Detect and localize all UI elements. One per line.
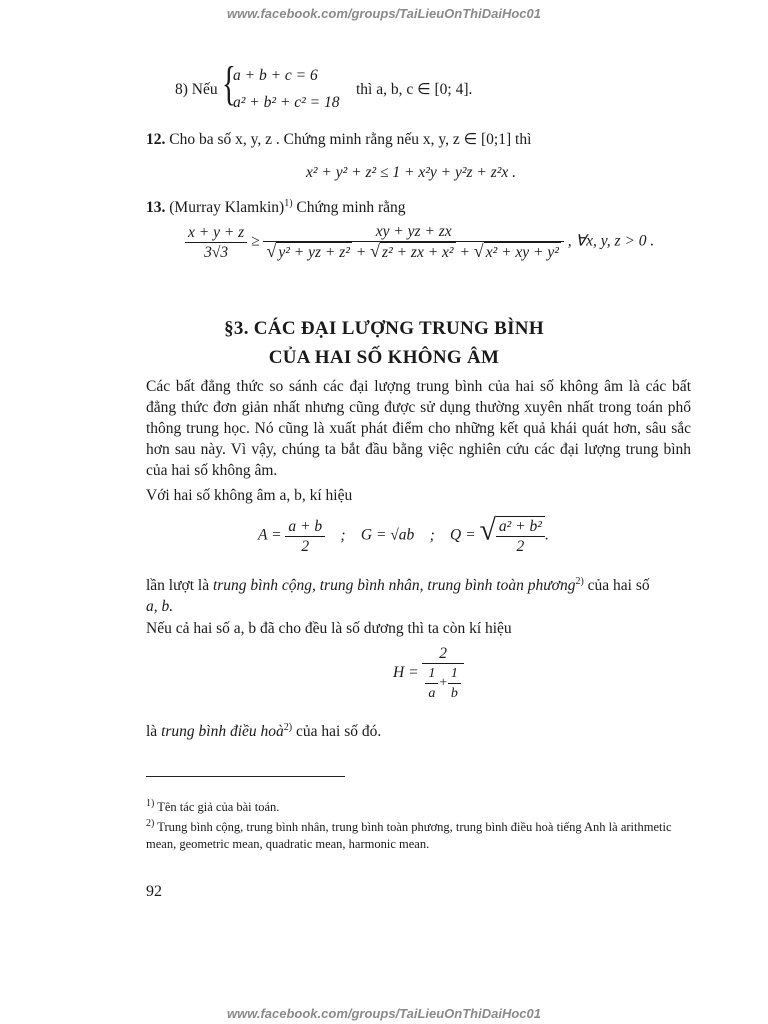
harmonic-mean-formula: H = 2 $\frac{1}{a}$ + $\frac{1}{b}$ xyxy=(393,644,464,703)
item8-brace: { xyxy=(222,57,236,110)
problem-12-text: Cho ba số x, y, z . Chứng minh rằng nếu x, y, z ∈ [0;1] thì xyxy=(169,131,532,148)
geq-sign: ≥ xyxy=(251,232,260,250)
problem-12 xyxy=(146,130,531,150)
footnote-1: $^{1)}$ Tên tác giả của bài toán. xyxy=(146,798,280,815)
footnote-2: $^{2)}$ Trung bình cộng, trung bình nhân, trung bình toàn phương, trung bình điều hoà tiếng Anh là arithmetic mean, geometric mean, quadratic mean, harmonic mean. xyxy=(146,818,672,852)
problem-13-formula xyxy=(185,222,654,262)
problem-12-number: 12. xyxy=(146,131,166,148)
problem-13-author: (Murray Klamkin) xyxy=(169,199,285,217)
means-formula: A = $\frac{a + b}{2}$ ; G = √ab ; Q = √ $\frac{\text{a² + b²}}{2}$ . xyxy=(258,513,549,555)
harmonic-paragraph: là trung bình điều hoà$^{2)}$ của hai số đó. xyxy=(146,722,382,741)
item8-eq1: a + b + c = 6 xyxy=(233,67,318,84)
footnote-divider xyxy=(146,776,345,777)
problem-13-number: 13. xyxy=(146,199,166,217)
problem-13-text: Chứng minh rằng xyxy=(296,199,406,217)
lhs-fraction: $\frac{x + y + z}{3√3}$ xyxy=(185,223,247,262)
formula-tail: , ∀x, y, z > 0 . xyxy=(567,232,655,250)
item8-conclusion: thì a, b, c ∈ [0; 4]. xyxy=(356,81,473,98)
problem-13 xyxy=(146,194,406,218)
watermark-top: www.facebook.com/groups/TaiLieuOnThiDaiHoc01 xyxy=(227,6,541,21)
intro-paragraph: Các bất đẳng thức so sánh các đại lượng trung bình của hai số không âm là các bất đẳng thức đơn giản nhất nhưng cũng được sử dụng thường xuyên nhất trong toán phổ thông trung học. Nó cũng là xuất phát điểm cho những kết quả khái quát hơn, sâu sắc hơn sau này. Vì vậy, chúng ta bắt đầu bằng việc nghiên cứu các đại lượng trung bình của hai số không âm. xyxy=(146,378,691,479)
section-title-line2: CỦA HAI SỐ KHÔNG ÂM xyxy=(268,347,500,368)
watermark-bottom: www.facebook.com/groups/TaiLieuOnThiDaiHoc01 xyxy=(227,1006,541,1021)
arithmetic-mean-fraction: $\frac{a + b}{2}$ xyxy=(285,517,325,556)
problem-12-formula: x² + y² + z² ≤ 1 + x²y + y²z + z²x . xyxy=(306,164,517,181)
positive-case-paragraph: Nếu cả hai số a, b đã cho đều là số dương thì ta còn kí hiệu xyxy=(146,620,512,637)
means-names-paragraph: lần lượt là trung bình cộng, trung bình nhân, trung bình toàn phương$^{2)}$ của hai số a, b. xyxy=(146,576,650,616)
item8-eq2: a² + b² + c² = 18 xyxy=(233,94,340,111)
geometric-mean: G = √ab xyxy=(360,526,415,544)
quadratic-mean-fraction: $\frac{\text{a² + b²}}{2}$ xyxy=(496,516,545,556)
section-title-line1: §3. CÁC ĐẠI LƯỢNG TRUNG BÌNH xyxy=(224,318,544,339)
item8-label: 8) Nếu xyxy=(175,81,218,98)
rhs-fraction: xy + yz + zx √ y² + yz + z² + √ z² + zx + x² + √ x² + xy + y² xyxy=(263,222,563,262)
harmonic-fraction: 2 $\frac{1}{a}$ + $\frac{1}{b}$ xyxy=(422,644,463,703)
page-number: 92 xyxy=(146,883,162,900)
notation-intro: Với hai số không âm a, b, kí hiệu xyxy=(146,487,353,504)
footnote-ref-1: 1) xyxy=(284,198,293,209)
